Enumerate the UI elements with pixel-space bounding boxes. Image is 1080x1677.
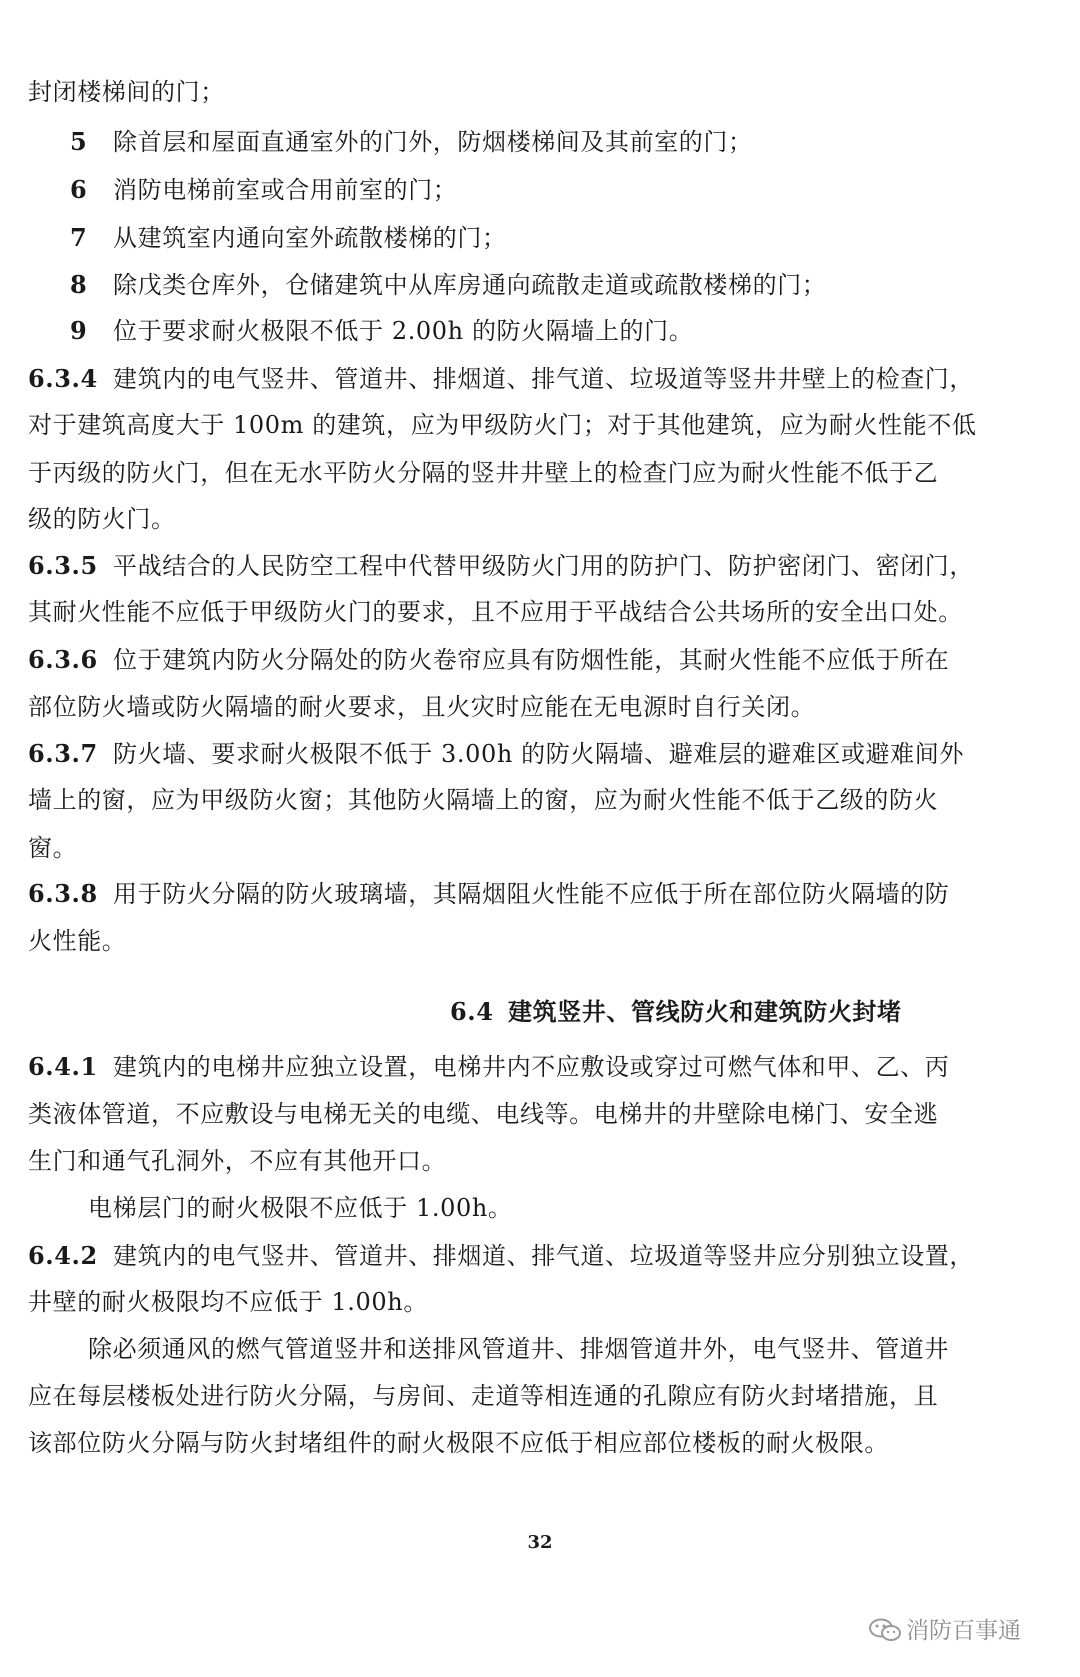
watermark	[868, 1612, 1021, 1645]
text-line: 封闭楼梯间的门；	[28, 78, 225, 106]
clause-6-3-8: 6.3.8 用于防火分隔的防火玻璃墙，其隔烟阻火性能不应低于所在部位防火隔墙的防	[28, 879, 950, 908]
clause-6-3-7: 6.3.7 防火墙、要求耐火极限不低于 3.00h 的防火隔墙、避难层的避难区或避难间外	[28, 739, 964, 768]
clause-6-3-4: 6.3.4 建筑内的电气竖井、管道井、排烟道、排气道、垃圾道等竖井井壁上的检查门，	[28, 364, 974, 393]
text-line: 除必须通风的燃气管道竖井和送排风管道井、排烟管道井外，电气竖井、管道井	[88, 1335, 949, 1363]
list-item: 7 从建筑室内通向室外疏散楼梯的门；	[70, 223, 507, 252]
watermark-text: 消防百事通	[906, 1618, 1021, 1644]
text-line: 于丙级的防火门，但在无水平防火分隔的竖井井壁上的检查门应为耐火性能不低于乙	[28, 459, 939, 487]
clause-6-3-6: 6.3.6 位于建筑内防火分隔处的防火卷帘应具有防烟性能，其耐火性能不应低于所在	[28, 645, 950, 674]
list-item: 8 除戊类仓库外，仓储建筑中从库房通向疏散走道或疏散楼梯的门；	[70, 270, 827, 299]
text-line: 该部位防火分隔与防火封堵组件的耐火极限不应低于相应部位楼板的耐火极限。	[28, 1429, 889, 1457]
clause-6-4-1: 6.4.1 建筑内的电梯井应独立设置，电梯井内不应敷设或穿过可燃气体和甲、乙、丙	[28, 1052, 950, 1081]
text-line: 部位防火墙或防火隔墙的耐火要求，且火灾时应能在无电源时自行关闭。	[28, 693, 816, 721]
list-item: 6 消防电梯前室或合用前室的门；	[70, 175, 458, 204]
list-item: 5 除首层和屋面直通室外的门外，防烟楼梯间及其前室的门；	[70, 127, 753, 156]
text-line: 级的防火门。	[28, 505, 176, 533]
clause-6-3-5: 6.3.5 平战结合的人民防空工程中代替甲级防火门用的防护门、防护密闭门、密闭门，	[28, 551, 974, 580]
text-line: 电梯层门的耐火极限不应低于 1.00h。	[88, 1194, 513, 1222]
clause-6-4-2: 6.4.2 建筑内的电气竖井、管道井、排烟道、排气道、垃圾道等竖井应分别独立设置，	[28, 1241, 974, 1270]
text-line: 其耐火性能不应低于甲级防火门的要求，且不应用于平战结合公共场所的安全出口处。	[28, 598, 963, 626]
section-heading: 6.4 建筑竖井、管线防火和建筑防火封堵	[450, 997, 902, 1026]
text-line: 墙上的窗，应为甲级防火窗；其他防火隔墙上的窗，应为耐火性能不低于乙级的防火	[28, 786, 939, 814]
text-line: 火性能。	[28, 927, 127, 955]
wechat-icon	[868, 1618, 902, 1642]
text-line: 生门和通气孔洞外，不应有其他开口。	[28, 1147, 447, 1175]
list-item: 9 位于要求耐火极限不低于 2.00h 的防火隔墙上的门。	[70, 316, 694, 345]
page-number: 32	[527, 1532, 553, 1553]
text-line: 井壁的耐火极限均不应低于 1.00h。	[28, 1288, 428, 1316]
text-line: 应在每层楼板处进行防火分隔，与房间、走道等相连通的孔隙应有防火封堵措施，且	[28, 1382, 939, 1410]
text-line: 窗。	[28, 834, 78, 862]
text-line: 对于建筑高度大于 100m 的建筑，应为甲级防火门；对于其他建筑，应为耐火性能不低	[28, 411, 977, 439]
text-line: 类液体管道，不应敷设与电梯无关的电缆、电线等。电梯井的井壁除电梯门、安全逃	[28, 1100, 939, 1128]
